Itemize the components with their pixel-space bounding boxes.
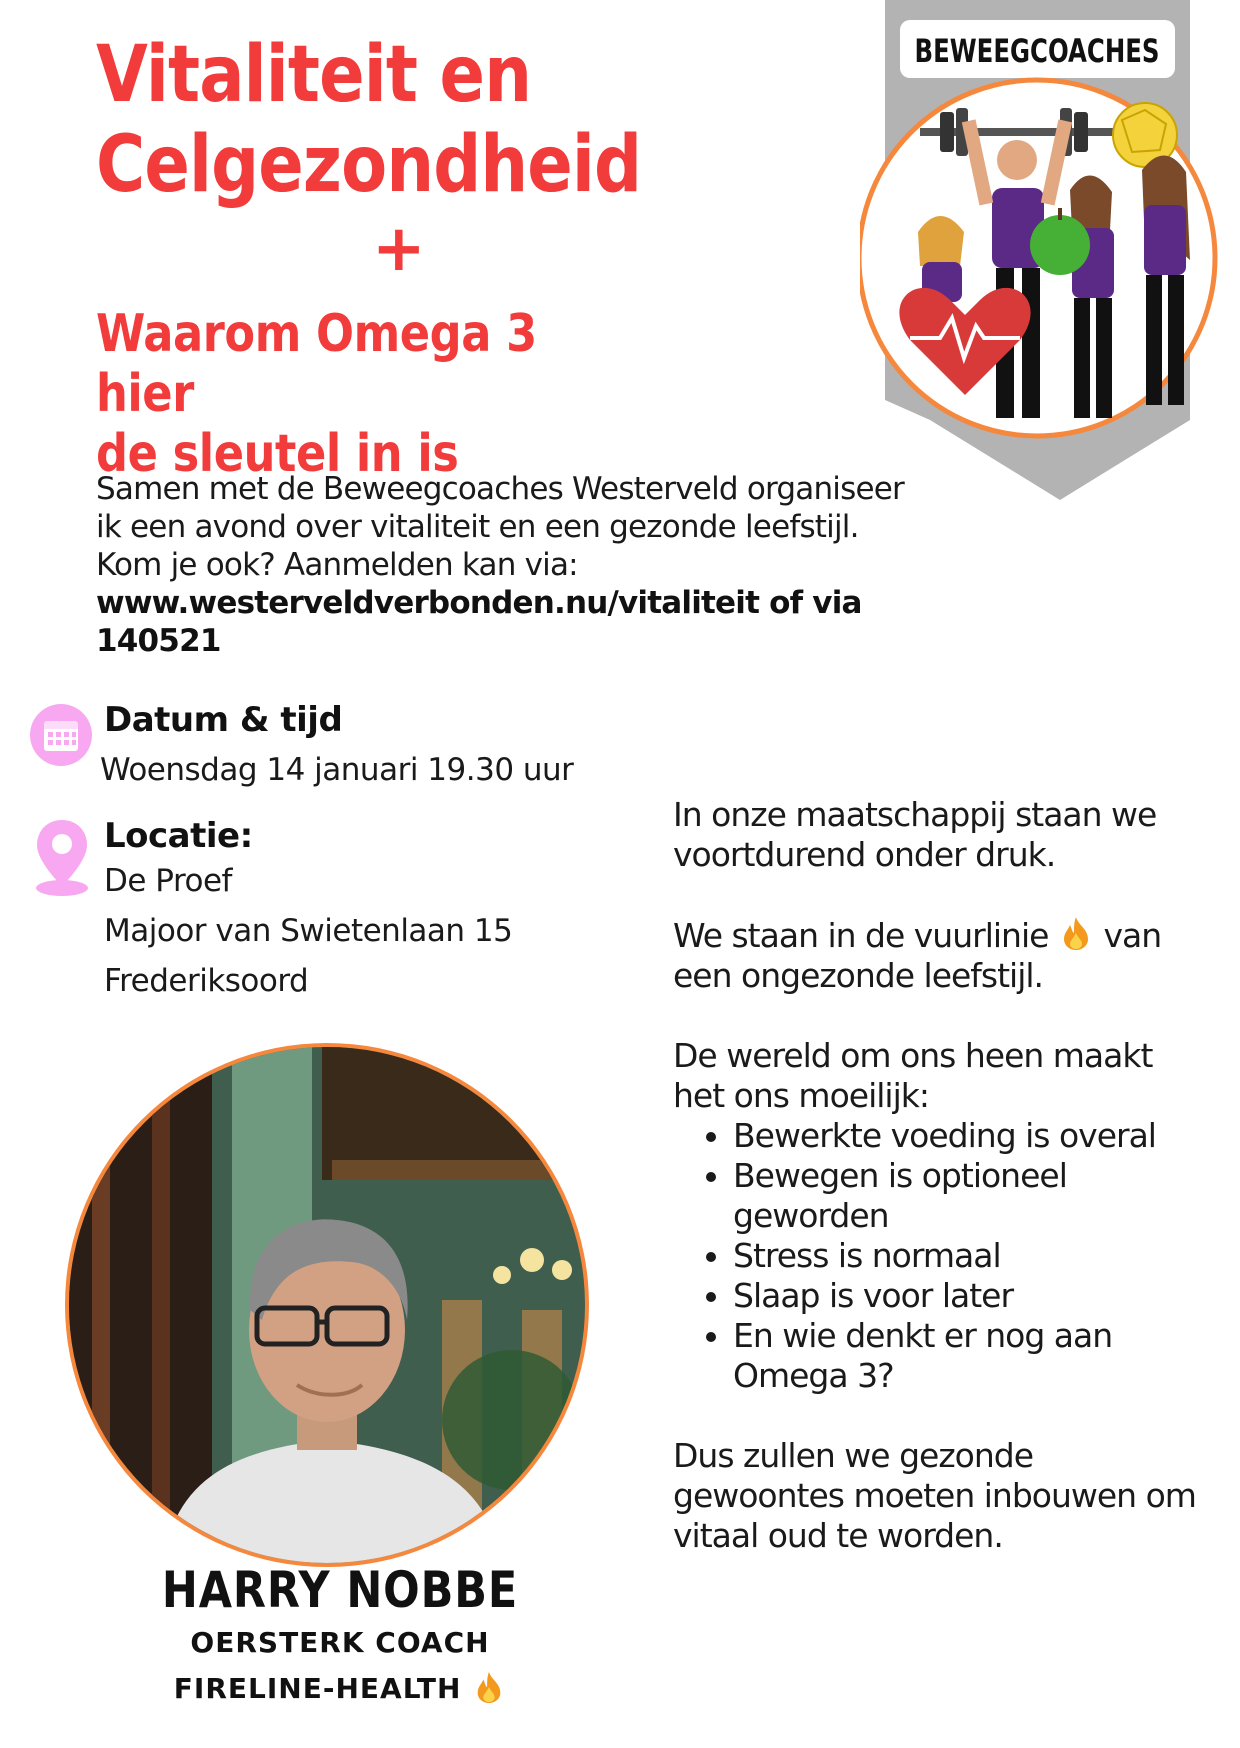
intro-line-1: Samen met de Beweegcoaches Westerveld organiseer	[96, 471, 904, 507]
list-item: • Bewerkte voeding is overal	[733, 1116, 1213, 1156]
list-item: • Slaap is voor later	[733, 1276, 1213, 1316]
portrait-photo	[62, 1040, 592, 1570]
coach-name: HARRY NOBBE	[161, 1561, 519, 1619]
intro-line-2: ik een avond over vitaliteit en een gezonde leefstijl.	[96, 509, 859, 545]
coach-caption	[40, 1560, 640, 1712]
challenges-list	[673, 1116, 1213, 1396]
title-line-2: Celgezondheid	[96, 120, 642, 210]
paragraph-2-after: van een ongezonde leefstijl.	[673, 916, 1162, 995]
subtitle-line-2: de sleutel in is	[96, 424, 459, 484]
subtitle	[96, 304, 629, 484]
fire-icon	[1058, 915, 1094, 951]
intro-line-3: Kom je ook? Aanmelden kan via:	[96, 547, 578, 583]
location-city: Frederiksoord	[104, 963, 309, 999]
title-line-1: Vitaliteit en	[96, 30, 532, 120]
datetime-value: Woensdag 14 januari 19.30 uur	[100, 752, 574, 788]
paragraph-3: De wereld om ons heen maakt het ons moeilijk:	[673, 1036, 1153, 1115]
intro-text	[96, 470, 996, 660]
paragraph-2-before: We staan in de vuurlinie	[673, 916, 1049, 955]
list-item: • En wie denkt er nog aan Omega 3?	[733, 1316, 1213, 1396]
list-item: • Stress is normaal	[733, 1236, 1213, 1276]
location-name: De Proef	[104, 863, 232, 899]
location-street: Majoor van Swietenlaan 15	[104, 913, 513, 949]
datetime-heading: Datum & tijd	[104, 700, 343, 740]
plus-sign: +	[372, 212, 426, 286]
coach-role: OERSTERK COACH	[190, 1626, 490, 1659]
location-lines	[104, 856, 512, 1006]
paragraph-1: In onze maatschappij staan we voortdurend onder druk.	[673, 795, 1157, 874]
body-text	[673, 795, 1213, 1596]
subtitle-line-1: Waarom Omega 3 hier	[96, 304, 537, 424]
calendar-icon	[30, 704, 92, 766]
fire-icon	[472, 1670, 506, 1704]
list-item: • Bewegen is optioneel geworden	[733, 1156, 1213, 1236]
coach-company	[40, 1666, 640, 1712]
badge-illustration	[860, 0, 1240, 500]
main-title	[96, 30, 646, 210]
paragraph-4: Dus zullen we gezonde gewoontes moeten inbouwen om vitaal oud te worden.	[673, 1436, 1196, 1555]
registration-link[interactable]: www.westerveldverbonden.nu/vitaliteit of via 140521	[96, 585, 862, 659]
paragraph-2	[673, 915, 1213, 996]
coach-company-name: FIRELINE-HEALTH	[173, 1672, 462, 1705]
badge-label: BEWEEGCOACHES	[914, 32, 1160, 70]
location-heading: Locatie:	[104, 816, 253, 856]
location-pin-icon	[34, 818, 90, 896]
beweegcoaches-badge	[860, 0, 1240, 500]
